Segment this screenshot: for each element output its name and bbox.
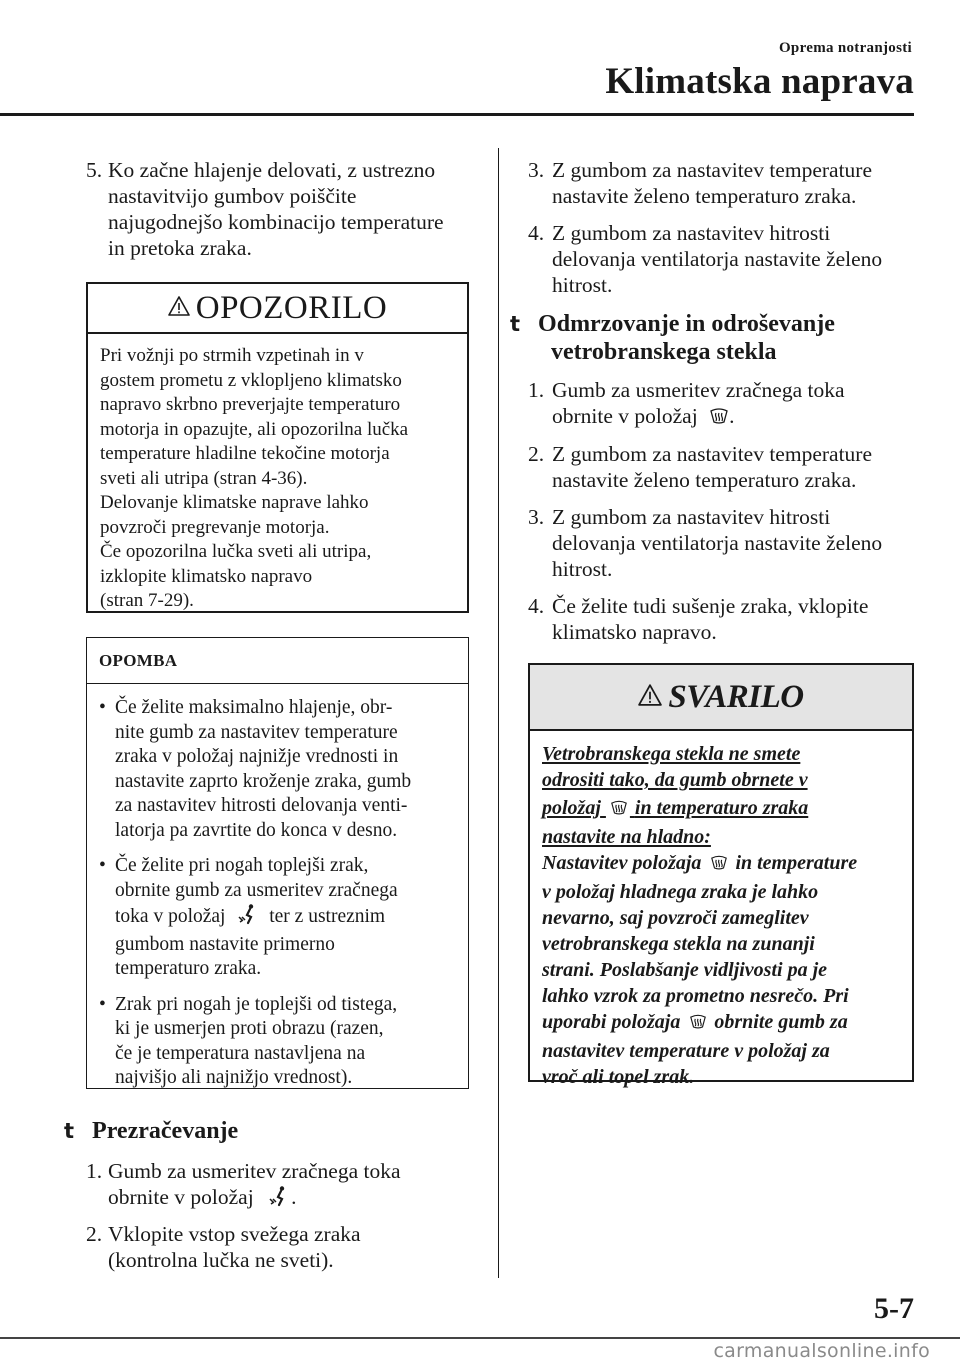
step-text-line: Vklopite vstop svežega zraka: [108, 1222, 361, 1246]
caution-line: nevarno, saj povzroči zameglitev: [542, 907, 809, 929]
section-marker: t: [64, 1119, 75, 1143]
caution-line: strani. Poslabšanje vidljivosti pa je: [542, 959, 828, 981]
watermark: carmanualsonline.info: [713, 1340, 930, 1362]
caution-line: nastavite na hladno:: [542, 826, 711, 848]
step-text-line: [108, 1184, 296, 1213]
warning-line: Če opozorilna lučka sveti ali utripa,: [100, 541, 372, 562]
note-line: za nastavitev hitrosti delovanja venti-: [115, 795, 408, 816]
step-text-line: in pretoka zraka.: [108, 236, 252, 260]
footer-rule: [0, 1337, 960, 1339]
step-text-line: delovanja ventilatorja nastavite želeno: [552, 531, 883, 555]
step-text-line: Z gumbom za nastavitev temperature: [552, 442, 872, 466]
note-line: najvišjo ali najnižjo vrednost).: [115, 1067, 353, 1088]
step-text: obrnite v položaj: [552, 404, 698, 428]
step-text-line: Z gumbom za nastavitev hitrosti: [552, 505, 831, 529]
header-rule: [0, 113, 914, 116]
caution-text: uporabi položaja: [542, 1011, 681, 1033]
note-text: ter z ustreznim: [269, 906, 386, 927]
page-number: 5-7: [874, 1292, 914, 1325]
bullet-dot: •: [99, 993, 106, 1015]
step-number: 1.: [86, 1159, 103, 1183]
step-text: obrnite v položaj: [108, 1185, 254, 1209]
caution-body: [542, 741, 907, 1090]
warning-line: Delovanje klimatske naprave lahko: [100, 492, 369, 513]
foot-vent-icon: [236, 903, 258, 933]
chapter-title: Klimatska naprava: [605, 61, 914, 102]
warning-title: OPOZORILO: [195, 289, 388, 326]
note-line: gumbom nastavite primerno: [115, 933, 335, 955]
warning-triangle-icon: [638, 683, 662, 712]
warning-triangle-icon: [168, 295, 190, 322]
ventilation-heading: [64, 1117, 238, 1145]
note-bullet-1: [99, 696, 459, 843]
note-line: temperaturo zraka.: [115, 958, 262, 979]
warning-line: motorja in opazujte, ali opozorilna lučka: [100, 418, 409, 440]
step-text-line: Gumb za usmeritev zračnega toka: [108, 1159, 401, 1183]
note-bullet-2: [99, 854, 459, 982]
defrost-heading-line-2: vetrobranskega stekla: [551, 339, 777, 365]
step-number: 3.: [528, 505, 545, 529]
step-number: 4.: [528, 221, 545, 245]
section-marker: t: [510, 312, 521, 336]
caution-line: [542, 1009, 907, 1038]
step-text-line: nastavitvijo gumbov poiščite: [108, 184, 357, 208]
section-label: Oprema notranjosti: [778, 40, 912, 56]
caution-line: [542, 795, 907, 824]
step-number: 3.: [528, 158, 545, 182]
note-title: OPOMBA: [99, 651, 178, 670]
step-text-line: (kontrolna lučka ne sveti).: [108, 1248, 334, 1272]
note-line: Če želite pri nogah toplejši zrak,: [115, 855, 369, 876]
caution-text: Nastavitev položaja: [542, 852, 702, 874]
defrost-icon: [610, 798, 628, 824]
step-text: .: [729, 404, 735, 428]
step-text-line: Z gumbom za nastavitev hitrosti: [552, 221, 831, 245]
note-line: nite gumb za nastavitev temperature: [115, 721, 398, 743]
caution-line: [542, 850, 907, 879]
warning-body: [100, 344, 460, 614]
step-text-line: nastavite želeno temperaturo zraka.: [552, 468, 857, 492]
step-number: 5.: [86, 158, 103, 182]
step-text-line: nastavite želeno temperaturo zraka.: [552, 184, 857, 208]
warning-line: gostem prometu z vklopljeno klimatsko: [100, 369, 402, 391]
caution-line: lahko vzrok za prometno nesrečo. Pri: [542, 985, 849, 1007]
step-text-line: delovanja ventilatorja nastavite želeno: [552, 247, 883, 271]
caution-text: in temperature: [735, 852, 858, 874]
note-line: [115, 903, 459, 933]
caution-title: SVARILO: [668, 678, 804, 715]
warning-line: (stran 7-29).: [100, 590, 194, 611]
note-body: [99, 696, 459, 1091]
step-number: 2.: [528, 442, 545, 466]
step-text-line: Ko začne hlajenje delovati, z ustrezno: [108, 158, 436, 182]
caution-line: v položaj hladnega zraka je lahko: [542, 881, 819, 903]
note-header: [87, 638, 468, 684]
caution-line: vroč ali topel zrak.: [542, 1066, 695, 1088]
bullet-dot: •: [99, 855, 106, 876]
caution-header: [530, 665, 912, 731]
step-number: 2.: [86, 1222, 103, 1246]
step-text-line: [552, 403, 734, 432]
note-line: latorja pa zavrtite do konca v desno.: [115, 819, 398, 841]
step-text-line: Če želite tudi sušenje zraka, vklopite: [552, 594, 869, 618]
defrost-icon: [709, 406, 729, 432]
caution-line: odrositi tako, da gumb obrnete v: [542, 769, 808, 791]
warning-line: povzroči pregrevanje motorja.: [100, 516, 330, 538]
note-line: Če želite maksimalno hlajenje, obr-: [115, 697, 393, 718]
foot-vent-icon: [267, 1185, 289, 1213]
note-line: ki je usmerjen proti obrazu (razen,: [115, 1018, 384, 1039]
bullet-dot: •: [99, 697, 106, 718]
note-line: Zrak pri nogah je toplejši od tistega,: [115, 993, 398, 1015]
warning-line: izklopite klimatsko napravo: [100, 565, 313, 587]
note-line: če je temperatura nastavljena na: [115, 1042, 366, 1064]
warning-header: [88, 284, 467, 334]
caution-line: vetrobranskega stekla na zunanji: [542, 933, 815, 955]
note-line: zraka v položaj najnižje vrednosti in: [115, 746, 399, 767]
note-box: [86, 637, 469, 1089]
caution-line: Vetrobranskega stekla ne smete: [542, 743, 801, 765]
step-number: 4.: [528, 594, 545, 618]
caution-line: nastavitev temperature v položaj za: [542, 1040, 830, 1062]
defrost-icon: [710, 853, 728, 879]
defrost-heading: [510, 310, 835, 338]
step-number: 1.: [528, 378, 545, 402]
column-divider: [498, 148, 499, 1278]
caution-text: obrnite gumb za: [714, 1011, 848, 1033]
step-text-line: Gumb za usmeritev zračnega toka: [552, 378, 845, 402]
step-text-line: Z gumbom za nastavitev temperature: [552, 158, 872, 182]
warning-line: napravo skrbno preverjajte temperaturo: [100, 394, 401, 415]
step-text-line: klimatsko napravo.: [552, 620, 717, 644]
caution-text: položaj: [542, 797, 601, 819]
note-line: obrnite gumb za usmeritev zračnega: [115, 879, 398, 901]
heading-text: Prezračevanje: [92, 1118, 239, 1144]
warning-box: [86, 282, 469, 613]
caution-box: [528, 663, 914, 1088]
step-text: .: [291, 1185, 297, 1209]
heading-text: Odmrzovanje in odroševanje: [538, 311, 835, 337]
note-bullet-3: [99, 993, 459, 1091]
step-text-line: hitrost.: [552, 273, 613, 297]
defrost-icon: [689, 1012, 707, 1038]
step-text-line: najugodnejšo kombinacijo temperature: [108, 210, 444, 234]
step-text-line: hitrost.: [552, 557, 613, 581]
warning-line: Pri vožnji po strmih vzpetinah in v: [100, 345, 364, 366]
note-line: nastavite zaprto kroženje zraka, gumb: [115, 770, 412, 792]
caution-text: in temperaturo zraka: [634, 797, 809, 819]
warning-line: sveti ali utripa (stran 4-36).: [100, 467, 308, 489]
warning-line: temperature hladilne tekočine motorja: [100, 443, 390, 464]
note-text: toka v položaj: [115, 906, 226, 927]
